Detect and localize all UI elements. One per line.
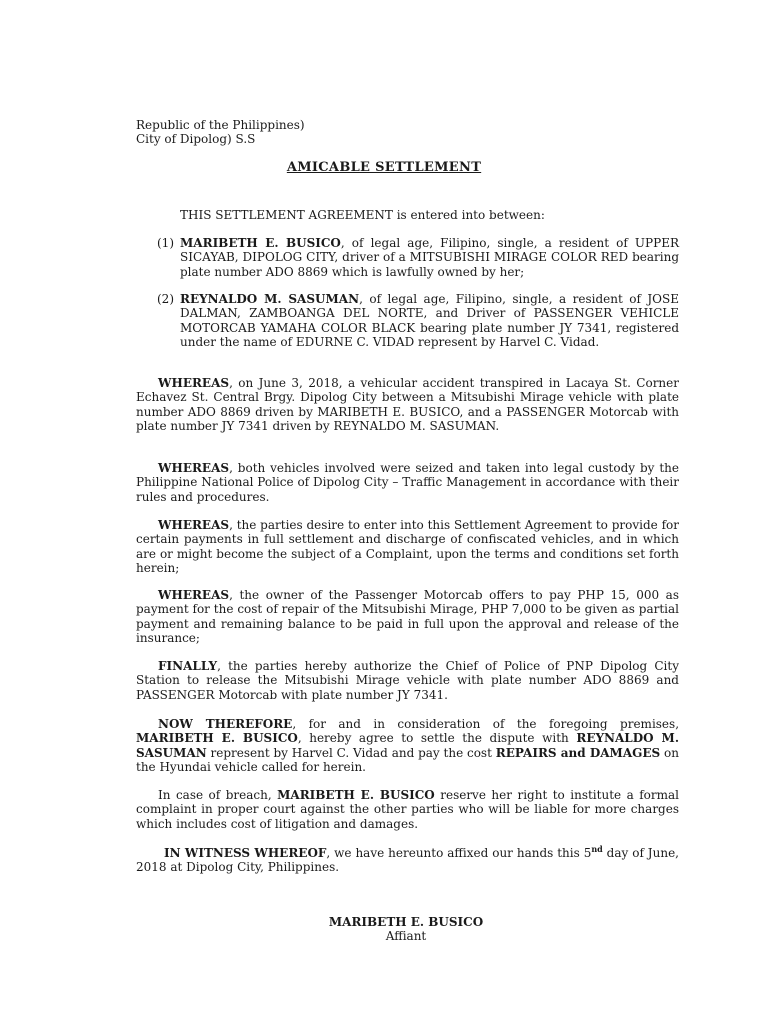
now-therefore-text-3: represent by Harvel C. Vidad and pay the cost [206, 745, 496, 760]
party-2 [157, 292, 679, 350]
now-therefore-name-1: MARIBETH E. BUSICO [136, 731, 298, 746]
now-therefore-name-2: REYNALDO M. SASUMAN [136, 731, 680, 760]
now-therefore-text-1: , for and in consideration of the foregoing premises, [292, 717, 680, 731]
document-title: AMICABLE SETTLEMENT [286, 160, 482, 175]
breach-text-1: In case of breach, [158, 788, 278, 802]
whereas-3-text: , the parties desire to enter into this Settlement Agreement to provide for certain payments in full settlement and discharge of confiscated vehicles, and in which are or might become the subject of a Complaint, upon the terms and conditions set forth herein; [136, 518, 679, 576]
whereas-2-text: , both vehicles involved were seized and taken into legal custody by the Philippine National Police of Dipolog City – Traffic Management in accordance with their rules and procedures. [136, 461, 679, 504]
party-1-details: , of legal age, Filipino, single, a resident of UPPER SICAYAB, DIPOLOG CITY, driver of a MITSUBISHI MIRAGE COLOR RED bearing plate number ADO 8869 which is lawfully owned by her; [180, 236, 679, 279]
party-1-name: MARIBETH E. BUSICO [180, 236, 341, 250]
witness-paragraph [136, 846, 679, 875]
party-2-name: REYNALDO M. SASUMAN [180, 292, 360, 306]
party-1 [157, 236, 679, 279]
witness-lead: IN WITNESS WHEREOF [164, 846, 327, 860]
finally-lead: FINALLY [158, 659, 218, 673]
whereas-4-text: , the owner of the Passenger Motorcab offers to pay PHP 15, 000 as payment for the cost of repair of the Mitsubishi Mirage, PHP 7,000 to be given as partial payment and remaining balance to be paid in full upon the approval and release of the insurance; [136, 588, 679, 646]
party-2-text [180, 292, 679, 350]
breach-paragraph [136, 788, 679, 831]
breach-text-2: reserve her right to institute a formal complaint in proper court against the other parties who will be liable for more charges which includes cost of litigation and damages. [136, 788, 680, 831]
signature-block [0, 915, 768, 944]
whereas-paragraph-4 [136, 588, 679, 646]
whereas-1-text: , on June 3, 2018, a vehicular accident transpired in Lacaya St. Corner Echavez St. Central Brgy. Dipolog City between a Mitsubishi Mirage vehicle with plate number ADO 8869 driven by MARIBETH E. BUSICO, and a PASSENGER Motorcab with plate number JY 7341 driven by REYNALDO M. SASUMAN. [136, 376, 679, 434]
whereas-1-lead: WHEREAS [158, 376, 230, 390]
breach-name: MARIBETH E. BUSICO [277, 788, 435, 802]
finally-text: , the parties hereby authorize the Chief of Police of PNP Dipolog City Station to release the Mitsubishi Mirage vehicle with plate number ADO 8869 and PASSENGER Motorcab with plate number JY 7341. [136, 659, 679, 702]
now-therefore-lead: NOW THEREFORE [158, 717, 293, 731]
party-1-text [180, 236, 679, 279]
signatory-name: MARIBETH E. BUSICO [328, 915, 484, 929]
now-therefore-paragraph [136, 717, 679, 775]
whereas-4-lead: WHEREAS [158, 588, 230, 602]
venue-line-city: City of Dipolog) S.S [136, 132, 256, 147]
whereas-paragraph-2 [136, 461, 679, 504]
signatory-role: Affiant [385, 929, 427, 944]
whereas-paragraph-3 [136, 518, 679, 576]
finally-paragraph [136, 659, 679, 702]
now-therefore-text-2: , hereby agree to settle the dispute with [297, 731, 577, 746]
now-therefore-text-4: on the Hyundai vehicle called for herein. [136, 745, 679, 775]
witness-text-1: , we have hereunto affixed our hands this 5 [326, 846, 592, 860]
witness-text-2: day of June, 2018 at Dipolog City, Philippines. [136, 846, 679, 875]
party-2-number: (2) [157, 292, 174, 306]
venue-header [136, 118, 305, 147]
now-therefore-repairs: REPAIRS and DAMAGES [495, 745, 661, 760]
whereas-3-lead: WHEREAS [158, 518, 230, 532]
whereas-paragraph-1 [136, 376, 679, 434]
witness-ordinal: nd [591, 844, 603, 854]
intro-paragraph: THIS SETTLEMENT AGREEMENT is entered into between: [180, 208, 545, 222]
whereas-2-lead: WHEREAS [158, 461, 230, 475]
venue-line-republic: Republic of the Philippines) [136, 118, 305, 132]
party-1-number: (1) [157, 236, 174, 250]
party-2-details: , of legal age, Filipino, single, a resident of JOSE DALMAN, ZAMBOANGA DEL NORTE, and Driver of PASSENGER VEHICLE MOTORCAB YAMAHA COLOR BLACK bearing plate number JY 7341, registered under the name of EDURNE C. VIDAD represent by Harvel C. Vidad. [180, 292, 679, 350]
